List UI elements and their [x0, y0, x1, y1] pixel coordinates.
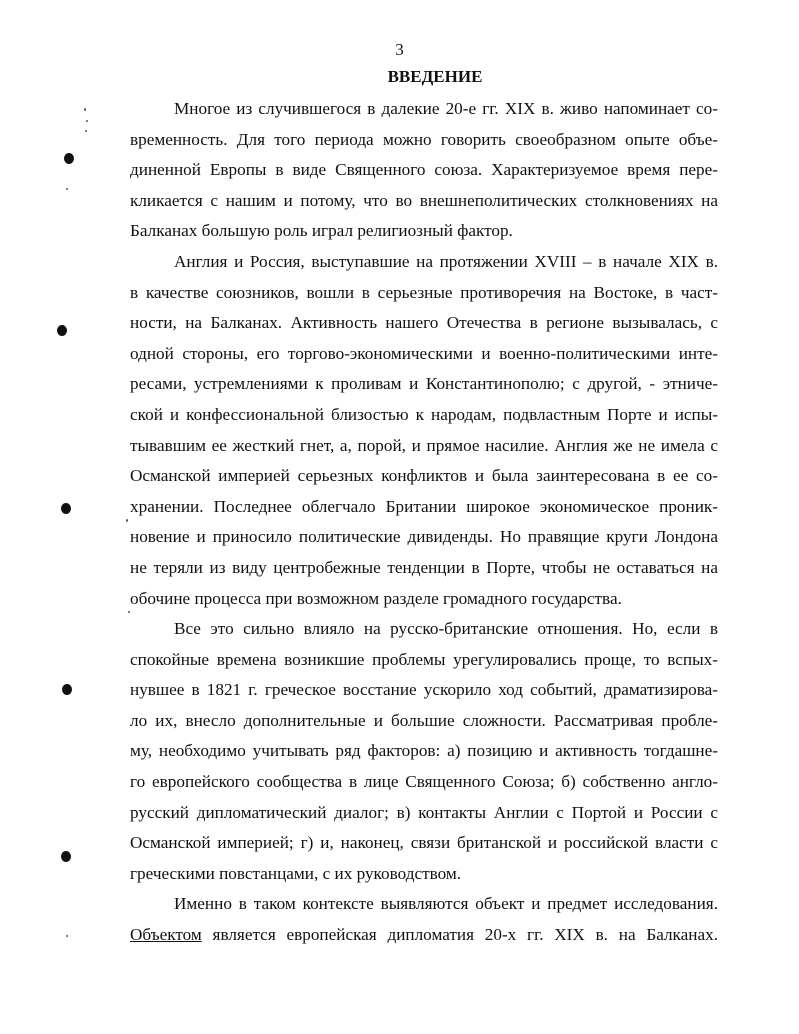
text-line: диненной Европы в виде Священного союза. Характеризуемое время пере- — [130, 160, 718, 180]
text-line — [130, 920, 718, 951]
binder-hole-mark — [57, 325, 67, 336]
text-line: ности, на Балканах. Активность нашего Отечества в регионе вызывалась, с — [130, 313, 718, 333]
body-text — [130, 94, 718, 951]
text-line: нувшее в 1821 г. греческое восстание ускорило ход событий, драматизирова- — [130, 680, 718, 700]
scan-speck — [66, 935, 68, 937]
scan-speck — [86, 120, 88, 122]
binder-hole-mark — [61, 503, 71, 514]
text-line: хранении. Последнее облегчало Британии широкое экономическое проник- — [130, 496, 718, 516]
text-line: временность. Для того периода можно говорить своеобразном опыте объе- — [130, 129, 718, 149]
text-line: Многое из случившегося в далекие 20-е гг. XIX в. живо напоминает со- — [174, 99, 718, 118]
binder-hole-mark — [62, 684, 72, 695]
text-line: одной стороны, его торгово-экономическими и военно-политическими инте- — [130, 343, 718, 363]
text-line: ской и конфессиональной близостью к народам, подвластным Порте и испы- — [130, 404, 718, 424]
text-line: тывавшим ее жесткий гнет, а, порой, и прямое насилие. Англия же не имела с — [130, 435, 718, 455]
underlined-term: Объектом — [130, 925, 202, 945]
text-line: спокойные времена возникшие проблемы урегулировались проще, то вспых- — [130, 649, 718, 669]
text-line: ресами, устремлениями к проливам и Константинополю; с другой, - этниче- — [130, 374, 718, 394]
text-line: кликается с нашим и потому, что во внешнеполитических столкновениях на — [130, 190, 718, 210]
text-line: греческими повстанцами, с их руководством. — [130, 863, 462, 883]
paragraph-2 — [130, 247, 718, 614]
text-line: Османской империей; г) и, наконец, связи британской и российской власти с — [130, 833, 718, 853]
text-line: го европейского сообщества в лице Священного Союза; б) собственно англо- — [130, 772, 718, 792]
page-number: 3 — [395, 40, 404, 59]
chapter-title: ВВЕДЕНИЕ — [387, 67, 483, 86]
scan-speck — [66, 188, 68, 190]
text-line: Англия и Россия, выступавшие на протяжении XVIII – в начале XIX в. — [174, 251, 718, 271]
scan-speck — [126, 519, 128, 522]
text-line: Все это сильно влияло на русско-британские отношения. Но, если в — [174, 619, 718, 639]
text-line: Балканах большую роль играл религиозный фактор. — [130, 221, 513, 241]
binder-hole-mark — [61, 851, 71, 862]
scan-speck — [128, 611, 130, 613]
text-line: Именно в таком контексте выявляются объект и предмет исследования. — [174, 894, 718, 914]
paragraph-1 — [130, 94, 718, 247]
binder-hole-mark — [64, 153, 74, 164]
text-line: му, необходимо учитывать ряд факторов: а) позицию и активность тогдашне- — [130, 741, 718, 761]
text-line-rest: является европейская дипломатия 20-х гг. XIX в. на Балканах. — [201, 925, 718, 945]
scan-speck — [85, 130, 87, 132]
text-line: обочине процесса при возможном разделе громадного государства. — [130, 588, 622, 608]
text-line: ло их, внесло дополнительные и большие сложности. Рассматривая пробле- — [130, 710, 718, 730]
paragraph-3 — [130, 614, 718, 889]
text-line: русский дипломатический диалог; в) контакты Англии с Портой и России с — [130, 802, 718, 822]
text-line: Османской империей серьезных конфликтов и была заинтересована в ее со- — [130, 466, 718, 486]
text-line: не теряли из виду центробежные тенденции в Порте, чтобы не оставаться на — [130, 557, 718, 577]
scan-speck — [84, 108, 86, 111]
paragraph-4 — [130, 889, 718, 950]
text-line: новение и приносило политические дивиденды. Но правящие круги Лондона — [130, 527, 718, 547]
text-line: в качестве союзников, вошли в серьезные противоречия на Востоке, в част- — [130, 282, 718, 302]
